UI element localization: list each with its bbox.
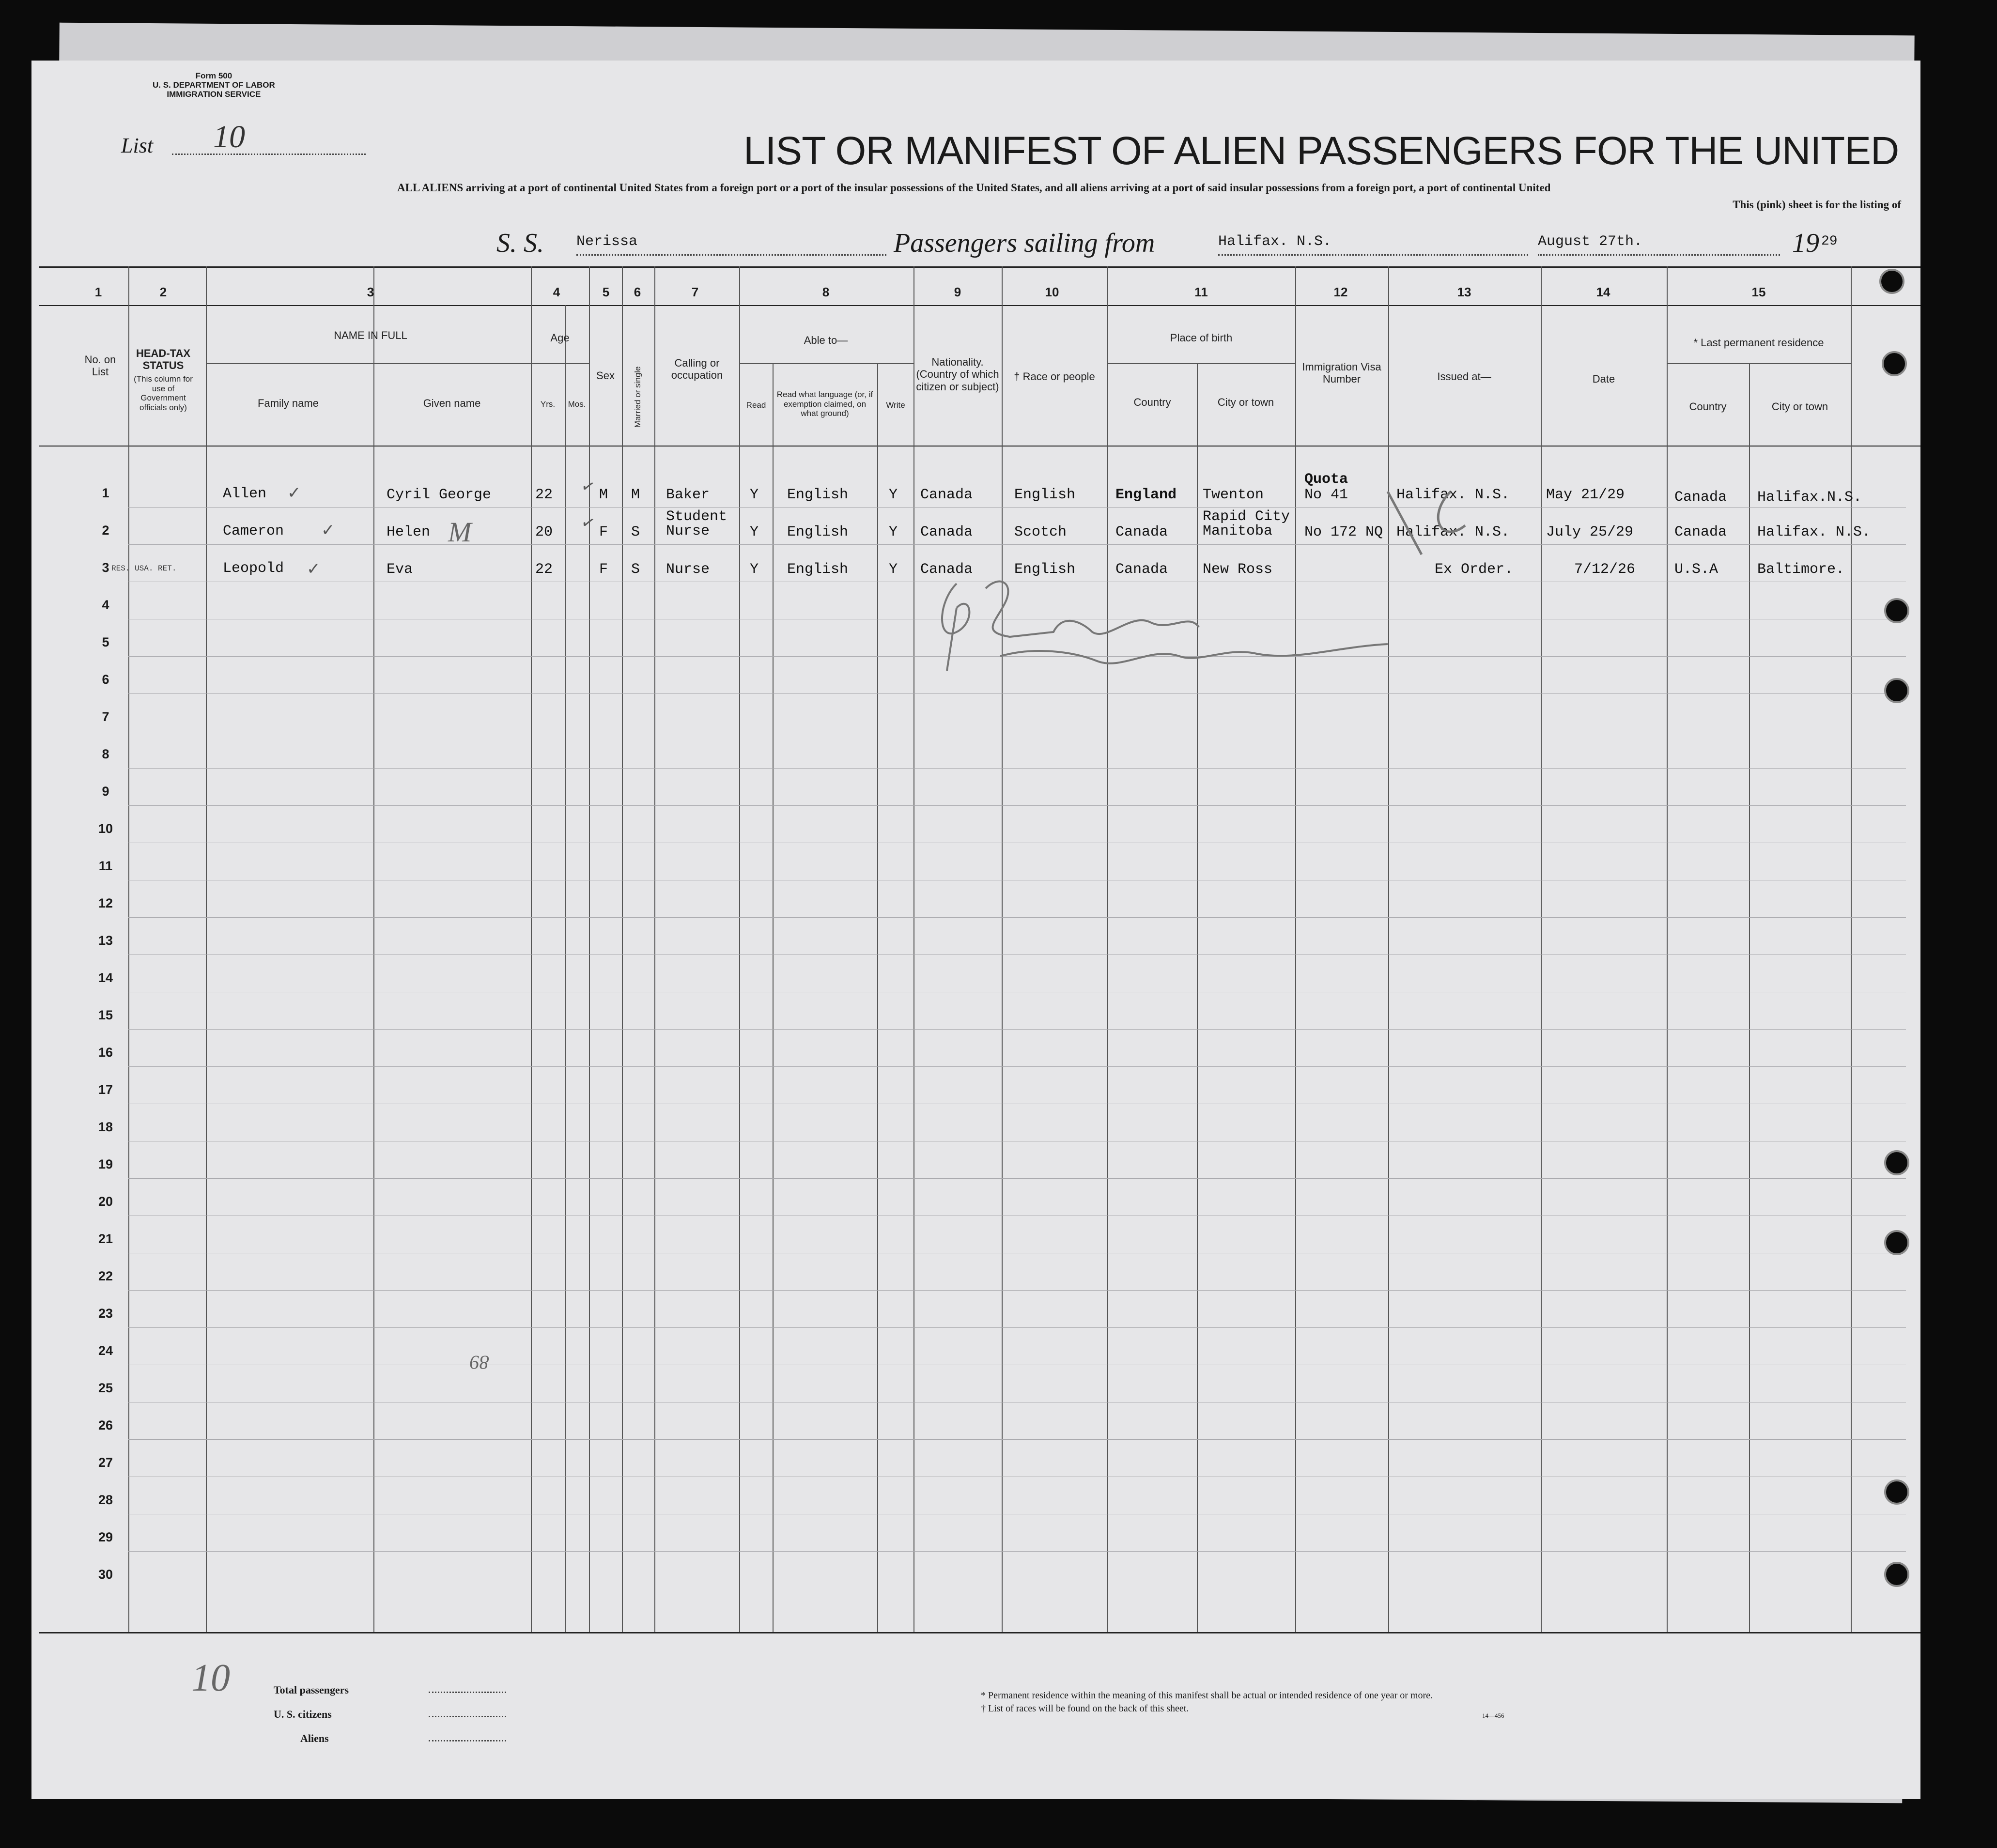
birth-country: England — [1115, 487, 1177, 503]
name-subrule — [206, 363, 531, 364]
hdr-read-language: Read what language (or, if exemption claimed, on what ground) — [776, 390, 873, 418]
col-line — [531, 266, 532, 1632]
row-number: 26 — [98, 1418, 113, 1432]
age: 20 — [535, 524, 553, 540]
hdr-family-name: Family name — [258, 397, 319, 409]
birth-country: Canada — [1115, 524, 1168, 540]
list-line — [172, 154, 366, 155]
col-line — [913, 266, 914, 1632]
hdr-age: Age — [550, 332, 570, 344]
col-number: 11 — [1194, 285, 1208, 299]
col-line — [1749, 363, 1750, 1632]
marital-status: S — [631, 561, 640, 578]
can-write: Y — [889, 487, 898, 503]
col-number: 12 — [1333, 285, 1348, 299]
race: English — [1014, 487, 1076, 503]
hdr-res-city: City or town — [1771, 400, 1828, 413]
birth-city: Manitoba — [1203, 523, 1273, 539]
hdr-yrs: Yrs. — [540, 400, 556, 409]
hdr-able-to: Able to— — [804, 334, 848, 346]
row-number: 11 — [98, 859, 113, 873]
binder-hole — [1884, 1230, 1909, 1255]
row-number: 7 — [102, 709, 109, 724]
col-line — [565, 305, 566, 1632]
row-number: 2 — [102, 523, 109, 538]
col-line — [877, 363, 878, 1632]
binder-hole — [1879, 269, 1904, 294]
footnote-races: † List of races will be found on the back of this sheet. — [981, 1703, 1189, 1714]
row-number: 24 — [98, 1343, 113, 1358]
col-number: 5 — [602, 285, 610, 299]
hdr-name-in-full: NAME IN FULL — [334, 329, 407, 341]
col-line — [773, 363, 774, 1632]
total-line — [429, 1692, 506, 1693]
nationality: Canada — [920, 561, 973, 578]
head-tax-stamp: RES. USA. RET. — [111, 564, 177, 573]
row-number: 29 — [98, 1530, 113, 1544]
visa-date: July 25/29 — [1546, 524, 1634, 540]
check-mark: ✓ — [307, 559, 321, 579]
header-bottom-rule — [39, 446, 1920, 447]
age-subrule — [531, 363, 589, 364]
language: English — [787, 487, 849, 503]
hdr-race: † Race or people — [1014, 370, 1095, 383]
col-line — [1002, 266, 1003, 1632]
col-line — [589, 266, 590, 1632]
subtitle-line1: ALL ALIENS arriving at a port of continental United States from a foreign port or a port of the insular possessions of the United States, and all aliens arriving at a port of said insular possessions from a foreign port, a port of continental United — [397, 182, 1551, 194]
col-number: 15 — [1751, 285, 1766, 299]
family-name: Allen — [223, 486, 267, 502]
col-line — [1851, 266, 1852, 1632]
sex: M — [599, 487, 608, 503]
occupation-line1: Student — [666, 508, 728, 525]
col-line — [1388, 266, 1389, 1632]
row-line — [128, 1551, 1906, 1552]
sailing-port: Halifax. N.S. — [1218, 233, 1332, 250]
binder-hole — [1884, 678, 1909, 703]
list-label: List — [121, 134, 154, 157]
row-number: 9 — [102, 784, 109, 799]
family-name: Cameron — [223, 523, 284, 539]
row-number: 12 — [98, 896, 113, 910]
row-line — [128, 1327, 1906, 1328]
check-mark: ✓ — [321, 521, 335, 540]
res-city: Halifax.N.S. — [1757, 489, 1862, 506]
row-number: 4 — [102, 598, 109, 612]
row-number: 8 — [102, 747, 109, 761]
port-line — [1218, 254, 1528, 256]
citizens-line — [429, 1716, 506, 1717]
res-subrule — [1667, 363, 1851, 364]
col-number: 14 — [1596, 285, 1610, 299]
form-number: Form 500 — [195, 71, 232, 80]
table-bottom-rule — [39, 1632, 1920, 1633]
hdr-date: Date — [1592, 373, 1615, 385]
aliens-line — [429, 1740, 506, 1741]
given-name: Eva — [387, 561, 413, 578]
age: 22 — [535, 487, 553, 503]
handwritten-signature — [928, 487, 1509, 690]
hdr-no-on-list: No. on List — [84, 354, 116, 378]
row-number: 14 — [98, 970, 113, 985]
issued-at: Ex Order. — [1435, 561, 1514, 578]
table-top-rule — [39, 266, 1920, 268]
year-prefix: 19 — [1792, 228, 1819, 258]
ship-line — [576, 254, 886, 256]
row-number: 5 — [102, 635, 109, 649]
row-number: 25 — [98, 1381, 113, 1395]
nationality: Canada — [920, 487, 973, 503]
row-line — [128, 1290, 1906, 1291]
col-line — [1107, 266, 1108, 1632]
form-header — [153, 71, 275, 99]
marital-status: S — [631, 524, 640, 540]
given-name: Cyril George — [387, 487, 492, 503]
binder-hole — [1884, 598, 1909, 623]
col-line — [622, 266, 623, 1632]
hdr-head-tax: HEAD-TAX STATUS — [136, 347, 191, 372]
able-subrule — [739, 363, 913, 364]
handwritten-mark: 89 — [470, 1352, 489, 1373]
col-line — [373, 266, 374, 1632]
visa-line1: Quota — [1304, 471, 1348, 488]
row-number: 20 — [98, 1194, 113, 1209]
occupation: Nurse — [666, 561, 710, 578]
can-read: Y — [750, 487, 759, 503]
row-number: 23 — [98, 1306, 113, 1321]
row-number: 17 — [98, 1082, 113, 1097]
sex: F — [599, 524, 608, 540]
col-number: 10 — [1045, 285, 1059, 299]
race: English — [1014, 561, 1076, 578]
visa-number: No 172 NQ — [1304, 524, 1383, 540]
occupation: Baker — [666, 487, 710, 503]
race: Scotch — [1014, 524, 1067, 540]
birth-city: New Ross — [1203, 561, 1273, 578]
marital-status: M — [631, 487, 640, 503]
row-number: 18 — [98, 1120, 113, 1134]
col-number: 13 — [1457, 285, 1471, 299]
row-number: 15 — [98, 1008, 113, 1022]
occupation: Nurse — [666, 523, 710, 539]
footnote-residence: * Permanent residence within the meaning of this manifest shall be actual or intended residence of one year or more. — [981, 1690, 1433, 1701]
col-line — [654, 266, 655, 1632]
row-line — [128, 1439, 1906, 1440]
row-number: 10 — [98, 821, 113, 836]
row-number: 28 — [98, 1493, 113, 1507]
hdr-birth-country: Country — [1133, 396, 1171, 408]
age: 22 — [535, 561, 553, 578]
binder-hole — [1884, 1562, 1909, 1587]
res-city: Baltimore. — [1757, 561, 1845, 578]
col-line — [206, 266, 207, 1632]
visa-date: 7/12/26 — [1574, 561, 1636, 578]
list-number: 10 — [213, 119, 245, 154]
row-line — [128, 1066, 1906, 1067]
colnum-rule — [39, 305, 1920, 306]
col-number: 9 — [954, 285, 961, 299]
col-number: 7 — [691, 285, 699, 299]
binder-hole — [1884, 1150, 1909, 1175]
ss-label: S. S. — [496, 228, 544, 258]
row-line — [128, 805, 1906, 806]
can-write: Y — [889, 524, 898, 540]
res-country: U.S.A — [1674, 561, 1718, 578]
can-write: Y — [889, 561, 898, 578]
birth-country: Canada — [1115, 561, 1168, 578]
page-title: LIST OR MANIFEST OF ALIEN PASSENGERS FOR THE UNITED — [743, 129, 1899, 173]
birth-city-line1: Rapid City — [1203, 508, 1290, 525]
birth-subrule — [1107, 363, 1295, 364]
hdr-read: Read — [746, 400, 766, 410]
row-line — [128, 1178, 1906, 1179]
row-number: 21 — [98, 1232, 113, 1246]
manifest-sheet — [31, 61, 1920, 1799]
col-line — [1295, 266, 1296, 1632]
hdr-calling: Calling or occupation — [671, 357, 723, 382]
col-number: 4 — [553, 285, 560, 299]
visa-date: May 21/29 — [1546, 487, 1625, 503]
row-number: 3 — [102, 560, 109, 575]
hdr-res-country: Country — [1689, 400, 1727, 413]
row-number: 27 — [98, 1455, 113, 1470]
nationality: Canada — [920, 524, 973, 540]
hdr-nationality: Nationality. (Country of which citizen or subject) — [916, 356, 999, 393]
check-mark: ✓ — [579, 475, 598, 498]
issued-at: Halifax. N.S. — [1396, 524, 1510, 540]
date-line — [1538, 254, 1780, 256]
handwritten-total: 10 — [191, 1657, 230, 1699]
hdr-given-name: Given name — [423, 397, 481, 409]
row-number: 30 — [98, 1567, 113, 1582]
sailing-date: August 27th. — [1538, 233, 1643, 250]
col-number: 1 — [94, 285, 102, 299]
res-city: Halifax. N.S. — [1757, 524, 1871, 540]
col-number: 3 — [367, 285, 374, 299]
binder-hole — [1882, 351, 1907, 376]
hdr-sex: Sex — [596, 370, 615, 382]
total-passengers-label: Total passengers — [274, 1684, 349, 1696]
col-line — [739, 266, 740, 1632]
col-number: 6 — [634, 285, 641, 299]
hdr-head-tax-note: (This column for use of Government officials only) — [134, 374, 193, 412]
subtitle-line2: This (pink) sheet is for the listing of — [1733, 199, 1901, 211]
hdr-mos: Mos. — [568, 400, 586, 409]
col-line — [1541, 266, 1542, 1632]
given-name: Helen — [387, 524, 431, 540]
row-line — [128, 693, 1906, 694]
language: English — [787, 524, 849, 540]
ship-name: Nerissa — [576, 233, 638, 250]
row-number: 16 — [98, 1045, 113, 1060]
aliens-label: Aliens — [300, 1732, 329, 1744]
service-name: IMMIGRATION SERVICE — [167, 90, 261, 99]
department-name: U. S. DEPARTMENT OF LABOR — [153, 80, 275, 90]
row-number: 13 — [98, 933, 113, 948]
hdr-birth-city: City or town — [1217, 396, 1274, 408]
can-read: Y — [750, 561, 759, 578]
year-suffix: 29 — [1821, 234, 1838, 249]
hdr-last-residence: * Last permanent residence — [1693, 337, 1824, 349]
language: English — [787, 561, 849, 578]
binder-hole — [1884, 1479, 1909, 1505]
row-line — [128, 1029, 1906, 1030]
hdr-place-of-birth: Place of birth — [1170, 332, 1233, 344]
can-read: Y — [750, 524, 759, 540]
hdr-visa-number: Immigration Visa Number — [1302, 361, 1381, 385]
col-number: 2 — [159, 285, 167, 299]
row-line — [128, 768, 1906, 769]
hdr-write: Write — [886, 400, 905, 410]
row-number: 19 — [98, 1157, 113, 1171]
res-country: Canada — [1674, 489, 1727, 506]
issued-at: Halifax. N.S. — [1396, 487, 1510, 503]
sailing-label: Passengers sailing from — [894, 228, 1155, 258]
visa-number: No 41 — [1304, 487, 1348, 503]
row-number: 22 — [98, 1269, 113, 1283]
col-number: 8 — [822, 285, 830, 299]
sex: F — [599, 561, 608, 578]
us-citizens-label: U. S. citizens — [274, 1708, 332, 1720]
check-mark: ✓ — [579, 511, 598, 535]
row-number: 6 — [102, 672, 109, 687]
family-name: Leopold — [223, 560, 284, 577]
print-code: 14—456 — [1482, 1712, 1504, 1719]
hdr-married: Married or single — [633, 366, 643, 428]
res-country: Canada — [1674, 524, 1727, 540]
check-mark: ✓ — [287, 483, 301, 503]
col-line — [1667, 266, 1668, 1632]
handwritten-mark: M — [448, 516, 472, 548]
hdr-issued-at: Issued at— — [1437, 370, 1491, 383]
row-line — [128, 917, 1906, 918]
birth-city: Twenton — [1203, 487, 1264, 503]
row-number: 1 — [102, 486, 109, 500]
